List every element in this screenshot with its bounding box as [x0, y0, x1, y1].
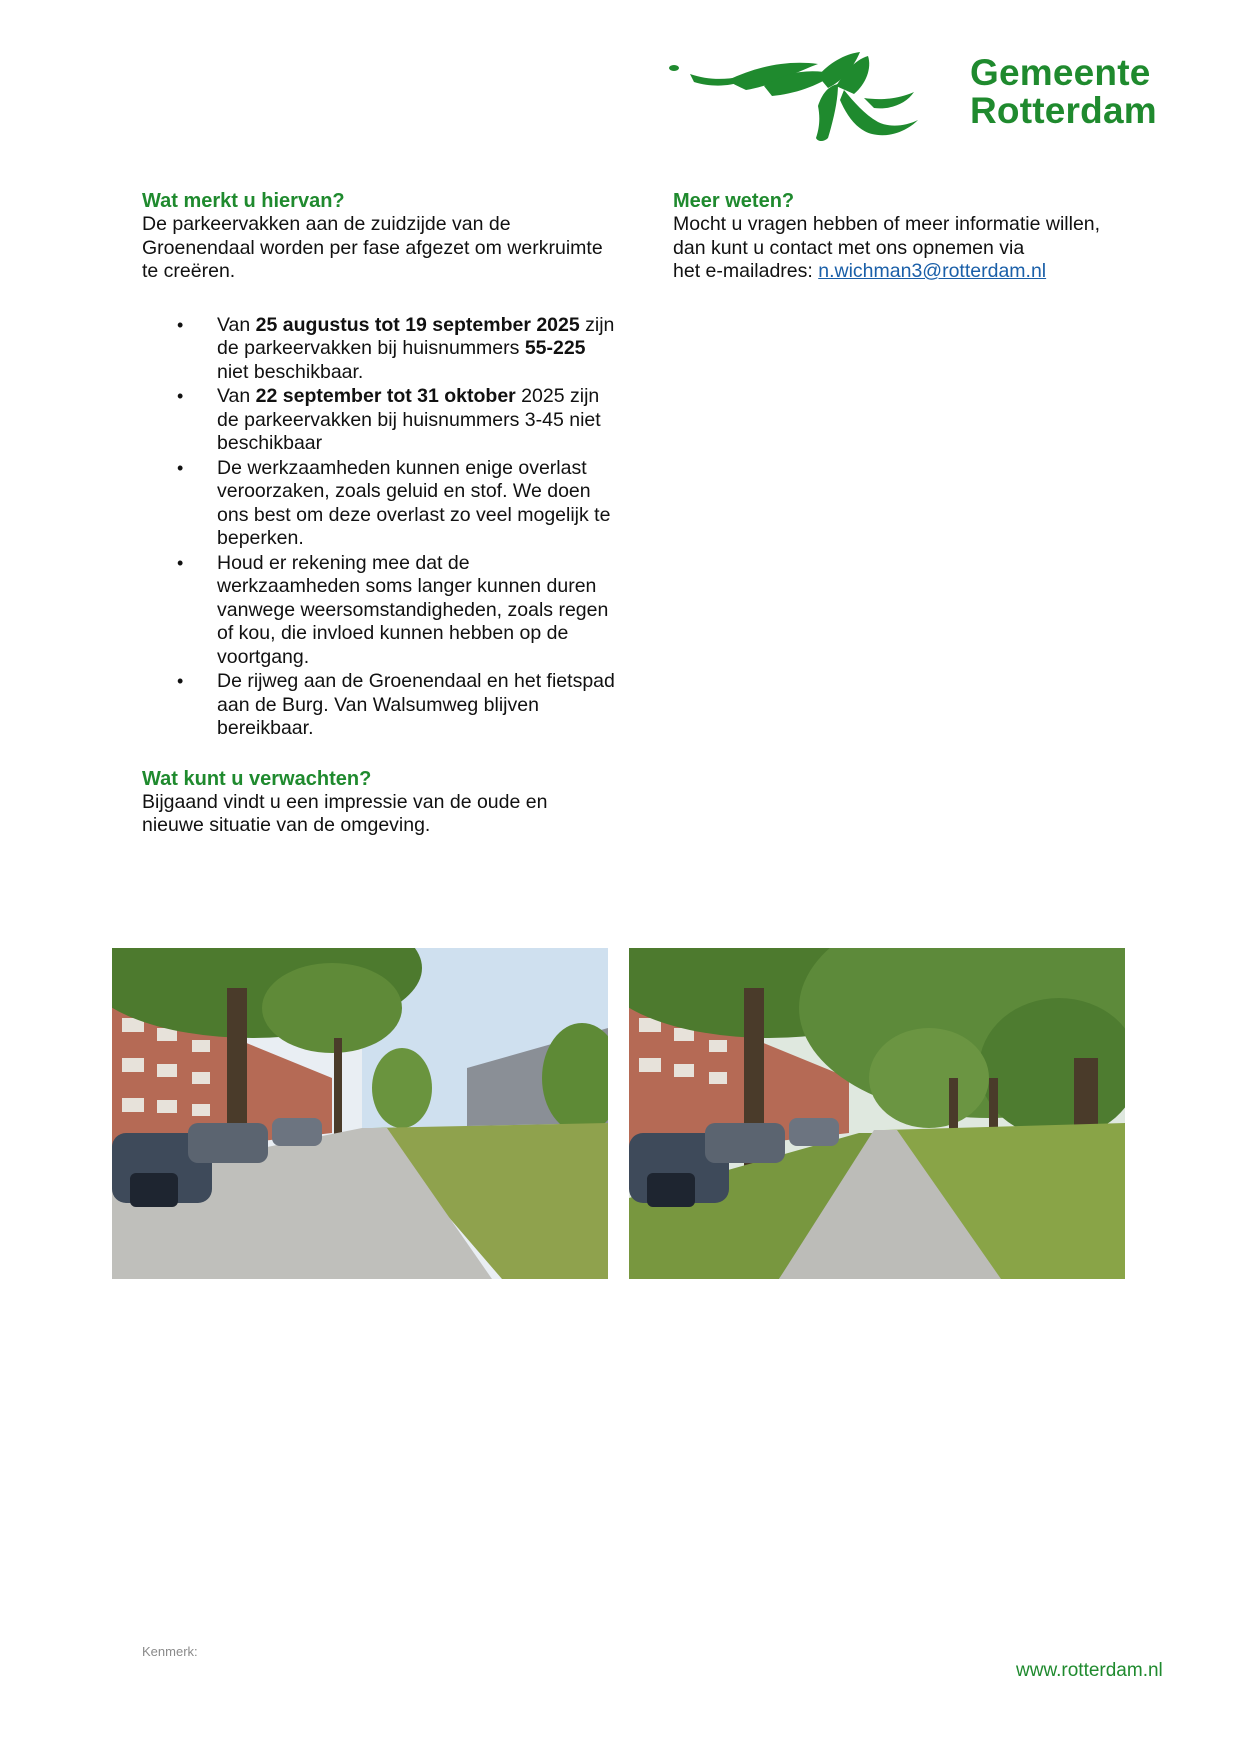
list-item: • Van 22 september tot 31 oktober 2025 zijn de parkeervakken bij huisnummers 3-45 niet beschikbaar: [142, 385, 652, 456]
website-link[interactable]: www.rotterdam.nl: [1016, 1660, 1163, 1681]
street-photo-new: [629, 948, 1125, 1279]
street-photo-old: [112, 948, 608, 1279]
bullet-list: [142, 314, 652, 741]
list-item: • De werkzaamheden kunnen enige overlast veroorzaken, zoals geluid en stof. We doen ons best om deze overlast zo veel mogelijk te beperken.: [142, 457, 652, 551]
right-column: [673, 189, 1143, 284]
section-body-wat-kunt: Bijgaand vindt u een impressie van de oude en nieuwe situatie van de omgeving.: [142, 790, 548, 836]
logo-wordmark: [970, 54, 1157, 130]
section-heading-wat-merkt: Wat merkt u hiervan?: [142, 190, 345, 212]
kenmerk-label: Kenmerk:: [142, 1644, 198, 1659]
logo-line-rotterdam: Rotterdam: [970, 90, 1157, 131]
section-heading-wat-kunt: Wat kunt u verwachten?: [142, 767, 372, 790]
section-body-meer-weten: Mocht u vragen hebben of meer informatie willen, dan kunt u contact met ons opnemen via het e-mailadres: n.wichman3@rotterdam.nl: [673, 213, 1101, 282]
section-heading-meer-weten: Meer weten?: [673, 190, 795, 212]
list-item: • De rijweg aan de Groenendaal en het fietspad aan de Burg. Van Walsumweg blijven bereikbaar.: [142, 670, 652, 741]
logo-line-gemeente: Gemeente: [970, 52, 1151, 93]
section-body-wat-merkt: De parkeervakken aan de zuidzijde van de Groenendaal worden per fase afgezet om werkruimte te creëren.: [142, 213, 603, 282]
email-link[interactable]: n.wichman3@rotterdam.nl: [818, 260, 1047, 282]
left-column: [142, 189, 652, 838]
gemeente-rotterdam-logo: [668, 46, 1178, 146]
list-item: • Houd er rekening mee dat de werkzaamheden soms langer kunnen duren vanwege weersomstandigheden, zoals regen of kou, die invloed kunnen hebben op de voortgang.: [142, 552, 652, 670]
photo-old-situation: [112, 948, 608, 1279]
photo-new-situation: [629, 948, 1125, 1279]
list-item: • Van 25 augustus tot 19 september 2025 zijn de parkeervakken bij huisnummers 55-225 niet beschikbaar.: [142, 314, 652, 385]
rotterdam-logo-icon: [668, 46, 943, 146]
